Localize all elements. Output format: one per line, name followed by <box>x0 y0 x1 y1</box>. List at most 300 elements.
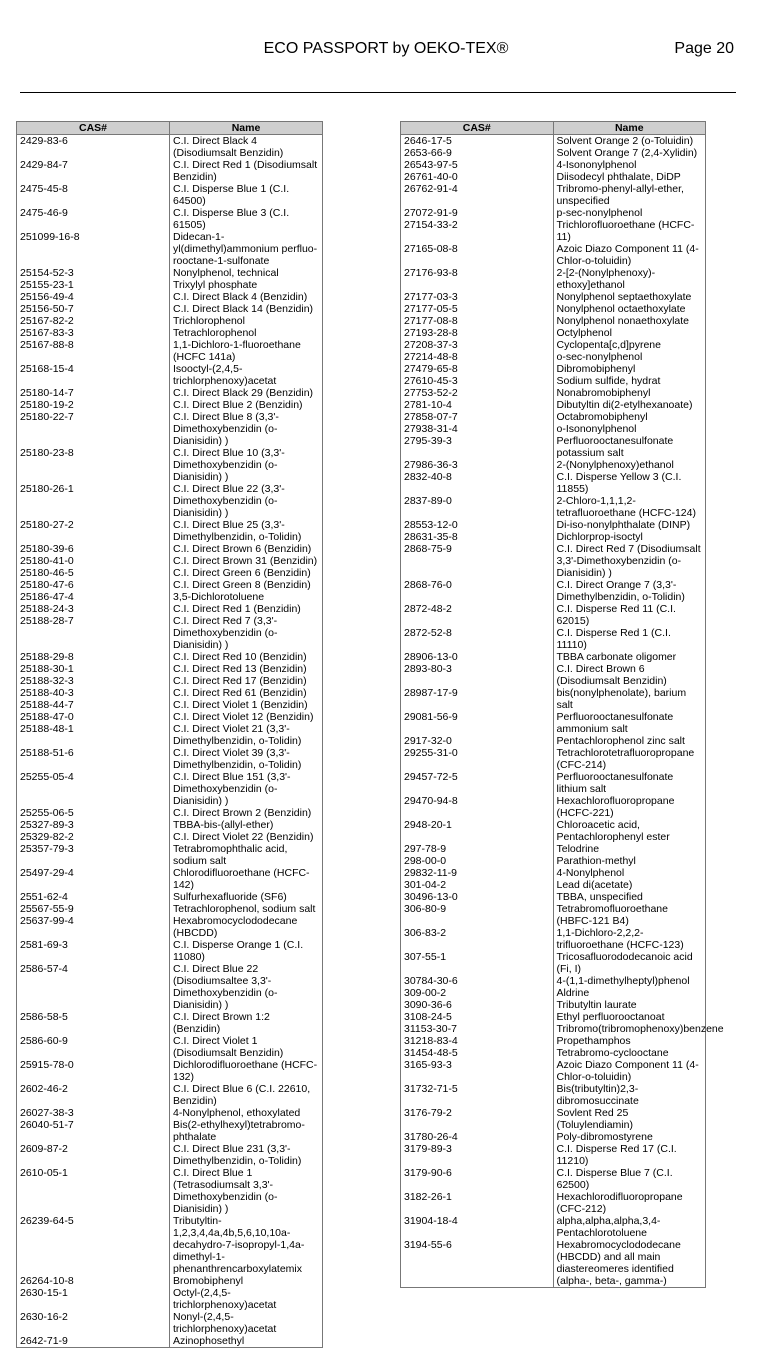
table-row <box>401 339 706 351</box>
substance-name-cell: Bromobiphenyl <box>170 1275 323 1287</box>
substance-name-cell: C.I. Direct Violet 12 (Benzidin) <box>170 711 323 723</box>
cas-number-cell: 25180-27-2 <box>17 519 170 543</box>
table-row <box>401 303 706 315</box>
table-row <box>17 1287 323 1311</box>
substance-name-cell: Lead di(acetate) <box>553 879 706 891</box>
cas-number-cell: 25188-28-7 <box>17 615 170 651</box>
table-row <box>17 723 323 747</box>
substance-name-cell: C.I. Direct Brown 1:2 (Benzidin) <box>170 1011 323 1035</box>
table-row <box>401 327 706 339</box>
cas-number-cell: 25188-47-0 <box>17 711 170 723</box>
cas-number-cell: 27214-48-8 <box>401 351 554 363</box>
cas-number-cell: 25188-48-1 <box>17 723 170 747</box>
table-row <box>17 747 323 771</box>
substance-name-cell: TBBA carbonate oligomer <box>553 651 706 663</box>
table-row <box>17 939 323 963</box>
substance-name-cell: C.I. Disperse Blue 3 (C.I. 61505) <box>170 207 323 231</box>
cas-number-cell: 2475-46-9 <box>17 207 170 231</box>
cas-number-cell: 2653-66-9 <box>401 147 554 159</box>
substance-name-cell: bis(nonylphenolate), barium salt <box>553 687 706 711</box>
table-row <box>401 879 706 891</box>
table-row <box>401 411 706 423</box>
substance-name-cell: Sodium sulfide, hydrat <box>553 375 706 387</box>
substance-name-cell: C.I. Disperse Red 1 (C.I. 11110) <box>553 627 706 651</box>
substance-name-cell: Dichlorodifluoroethane (HCFC-132) <box>170 1059 323 1083</box>
cas-number-cell: 2609-87-2 <box>17 1143 170 1167</box>
cas-number-cell: 27072-91-9 <box>401 207 554 219</box>
table-row <box>17 519 323 543</box>
table-row <box>401 891 706 903</box>
substance-name-cell: Sovlent Red 25 (Toluylendiamin) <box>553 1107 706 1131</box>
cas-number-cell: 2475-45-8 <box>17 183 170 207</box>
table-row <box>401 171 706 183</box>
substance-name-cell: Chloroacetic acid, Pentachlorophenyl ester <box>553 819 706 843</box>
substance-name-cell: C.I. Direct Green 8 (Benzidin) <box>170 579 323 591</box>
substance-name-cell: alpha,alpha,alpha,3,4-Pentachlorotoluene <box>553 1215 706 1239</box>
cas-number-cell: 26027-38-3 <box>17 1107 170 1119</box>
table-row <box>17 1107 323 1119</box>
substance-name-cell: C.I. Direct Red 7 (Disodiumsalt 3,3'-Dimethoxybenzidin (o-Dianisidin) ) <box>553 543 706 579</box>
substance-name-cell: Tetrachlorophenol, sodium salt <box>170 903 323 915</box>
substance-name-cell: Tributyltin laurate <box>553 999 706 1011</box>
cas-number-cell: 3194-55-6 <box>401 1239 554 1288</box>
substance-name-cell: TBBA-bis-(allyl-ether) <box>170 819 323 831</box>
table-row <box>17 567 323 579</box>
cas-number-cell: 25188-44-7 <box>17 699 170 711</box>
cas-number-cell: 25156-49-4 <box>17 291 170 303</box>
substance-name-cell: Pentachlorophenol zinc salt <box>553 735 706 747</box>
substance-name-cell: C.I. Disperse Red 11 (C.I. 62015) <box>553 603 706 627</box>
table-row <box>17 819 323 831</box>
table-row <box>401 315 706 327</box>
substance-name-cell: C.I. Direct Red 10 (Benzidin) <box>170 651 323 663</box>
table-row <box>401 795 706 819</box>
substance-name-cell: C.I. Disperse Blue 7 (C.I. 62500) <box>553 1167 706 1191</box>
substance-name-cell: Sulfurhexafluoride (SF6) <box>170 891 323 903</box>
cas-number-cell: 25329-82-2 <box>17 831 170 843</box>
cas-number-cell: 25180-41-0 <box>17 555 170 567</box>
cas-number-cell: 2832-40-8 <box>401 471 554 495</box>
substance-name-cell: Telodrine <box>553 843 706 855</box>
cas-number-cell: 2429-84-7 <box>17 159 170 183</box>
table-row <box>401 711 706 735</box>
cas-number-cell: 25154-52-3 <box>17 267 170 279</box>
table-row <box>401 519 706 531</box>
cas-number-cell: 307-55-1 <box>401 951 554 975</box>
cas-number-cell: 25255-05-4 <box>17 771 170 807</box>
cas-number-cell: 25180-14-7 <box>17 387 170 399</box>
table-row <box>17 543 323 555</box>
table-row <box>401 351 706 363</box>
table-row <box>17 1059 323 1083</box>
substance-name-cell: o-Isononylphenol <box>553 423 706 435</box>
table-row <box>401 1167 706 1191</box>
cas-number-cell: 29470-94-8 <box>401 795 554 819</box>
substance-name-cell: C.I. Direct Brown 6 (Disodiumsalt Benzidin) <box>553 663 706 687</box>
substance-name-cell: C.I. Direct Red 7 (3,3'-Dimethoxybenzidin (o-Dianisidin) ) <box>170 615 323 651</box>
table-row <box>17 399 323 411</box>
cas-number-cell: 25637-99-4 <box>17 915 170 939</box>
table-row <box>401 651 706 663</box>
table-row <box>17 1011 323 1035</box>
table-row <box>401 819 706 843</box>
substance-name-cell: Solvent Orange 7 (2,4-Xylidin) <box>553 147 706 159</box>
substance-name-cell: C.I. Direct Blue 25 (3,3'-Dimethylbenzidin, o-Tolidin) <box>170 519 323 543</box>
substance-name-cell: Dibutyltin di(2-etylhexanoate) <box>553 399 706 411</box>
column-header-cas: CAS# <box>17 122 170 135</box>
table-row <box>17 1119 323 1143</box>
cas-number-cell: 2581-69-3 <box>17 939 170 963</box>
table-row <box>401 1023 706 1035</box>
cas-number-cell: 2602-46-2 <box>17 1083 170 1107</box>
table-row <box>401 147 706 159</box>
cas-number-cell: 2551-62-4 <box>17 891 170 903</box>
table-row <box>401 495 706 519</box>
cas-number-cell: 306-83-2 <box>401 927 554 951</box>
table-row <box>17 267 323 279</box>
table-row <box>401 291 706 303</box>
cas-number-cell: 2781-10-4 <box>401 399 554 411</box>
substance-name-cell: C.I. Direct Brown 6 (Benzidin) <box>170 543 323 555</box>
table-row <box>401 987 706 999</box>
cas-number-cell: 29081-56-9 <box>401 711 554 735</box>
cas-number-cell: 25357-79-3 <box>17 843 170 867</box>
substance-name-cell: Nonylphenol nonaethoxylate <box>553 315 706 327</box>
cas-number-cell: 27177-08-8 <box>401 315 554 327</box>
cas-number-cell: 2586-57-4 <box>17 963 170 1011</box>
substance-name-cell: C.I. Direct Black 4 (Benzidin) <box>170 291 323 303</box>
table-row <box>17 363 323 387</box>
substance-name-cell: Di-iso-nonylphthalate (DINP) <box>553 519 706 531</box>
substance-name-cell: Nonylphenol octaethoxylate <box>553 303 706 315</box>
table-row <box>17 387 323 399</box>
substance-name-cell: C.I. Direct Violet 1 (Disodiumsalt Benzidin) <box>170 1035 323 1059</box>
cas-number-cell: 30496-13-0 <box>401 891 554 903</box>
substance-name-cell: Dibromobiphenyl <box>553 363 706 375</box>
table-row <box>17 411 323 447</box>
cas-number-cell: 25180-39-6 <box>17 543 170 555</box>
substance-name-cell: C.I. Disperse Red 17 (C.I. 11210) <box>553 1143 706 1167</box>
substance-name-cell: Isooctyl-(2,4,5-trichlorphenoxy)acetat <box>170 363 323 387</box>
table-row <box>17 963 323 1011</box>
substance-name-cell: Cyclopenta[c,d]pyrene <box>553 339 706 351</box>
table-row <box>17 483 323 519</box>
substance-name-cell: C.I. Direct Blue 2 (Benzidin) <box>170 399 323 411</box>
cas-number-cell: 27753-52-2 <box>401 387 554 399</box>
cas-number-cell: 31780-26-4 <box>401 1131 554 1143</box>
column-header-cas: CAS# <box>401 122 554 135</box>
header-divider <box>20 92 736 93</box>
cas-number-cell: 2610-05-1 <box>17 1167 170 1215</box>
substance-name-cell: C.I. Disperse Blue 1 (C.I. 64500) <box>170 183 323 207</box>
table-header-row <box>17 122 323 135</box>
table-row <box>17 867 323 891</box>
substance-name-cell: Azoic Diazo Component 11 (4-Chlor-o-toluidin) <box>553 243 706 267</box>
substance-name-cell: Nonylphenol, technical <box>170 267 323 279</box>
table-row <box>17 591 323 603</box>
substance-name-cell: Ethyl perfluorooctanoat <box>553 1011 706 1023</box>
cas-number-cell: 2872-52-8 <box>401 627 554 651</box>
table-row <box>17 1083 323 1107</box>
cas-number-cell: 301-04-2 <box>401 879 554 891</box>
cas-number-cell: 31454-48-5 <box>401 1047 554 1059</box>
substance-name-cell: C.I. Disperse Yellow 3 (C.I. 11855) <box>553 471 706 495</box>
substance-name-cell: 2-Chloro-1,1,1,2-tetrafluoroethane (HCFC-124) <box>553 495 706 519</box>
cas-number-cell: 25255-06-5 <box>17 807 170 819</box>
substance-name-cell: Tetrabromophthalic acid, sodium salt <box>170 843 323 867</box>
cas-number-cell: 31218-83-4 <box>401 1035 554 1047</box>
table-row <box>401 135 706 148</box>
cas-number-cell: 25180-23-8 <box>17 447 170 483</box>
cas-number-cell: 26264-10-8 <box>17 1275 170 1287</box>
substance-name-cell: C.I. Direct Red 17 (Benzidin) <box>170 675 323 687</box>
substance-name-cell: C.I. Direct Black 14 (Benzidin) <box>170 303 323 315</box>
substance-name-cell: p-sec-nonylphenol <box>553 207 706 219</box>
cas-number-cell: 25180-46-5 <box>17 567 170 579</box>
substance-name-cell: C.I. Direct Blue 8 (3,3'-Dimethoxybenzidin (o-Dianisidin) ) <box>170 411 323 447</box>
table-row <box>401 183 706 207</box>
table-row <box>17 291 323 303</box>
cas-number-cell: 309-00-2 <box>401 987 554 999</box>
substance-name-cell: 3,5-Dichlorotoluene <box>170 591 323 603</box>
substance-name-cell: C.I. Direct Brown 31 (Benzidin) <box>170 555 323 567</box>
cas-number-cell: 25567-55-9 <box>17 903 170 915</box>
substance-name-cell: Azoic Diazo Component 11 (4-Chlor-o-toluidin) <box>553 1059 706 1083</box>
substance-name-cell: Hexachlorodifluoropropane (CFC-212) <box>553 1191 706 1215</box>
page-number: Page 20 <box>674 40 734 57</box>
table-row <box>401 855 706 867</box>
substance-name-cell: Octabromobiphenyl <box>553 411 706 423</box>
table-row <box>401 1059 706 1083</box>
substance-name-cell: Tributyltin-1,2,3,4,4a,4b,5,6,10,10a-decahydro-7-isopropyl-1,4a-dimethyl-1-phenanthrencarboxylatemix <box>170 1215 323 1275</box>
table-row <box>17 711 323 723</box>
cas-number-cell: 25168-15-4 <box>17 363 170 387</box>
cas-number-cell: 2429-83-6 <box>17 135 170 160</box>
table-row <box>401 1191 706 1215</box>
table-row <box>17 183 323 207</box>
table-row <box>401 423 706 435</box>
substance-name-cell: C.I. Direct Violet 39 (3,3'-Dimethylbenzidin, o-Tolidin) <box>170 747 323 771</box>
cas-number-cell: 26543-97-5 <box>401 159 554 171</box>
cas-number-cell: 27986-36-3 <box>401 459 554 471</box>
table-row <box>401 663 706 687</box>
table-row <box>17 279 323 291</box>
substance-name-cell: C.I. Direct Black 4 (Disodiumsalt Benzidin) <box>170 135 323 160</box>
substance-name-cell: Tricosafluorododecanoic acid (Fi, I) <box>553 951 706 975</box>
cas-number-cell: 3176-79-2 <box>401 1107 554 1131</box>
table-row <box>17 603 323 615</box>
cas-number-cell: 2630-15-1 <box>17 1287 170 1311</box>
substance-name-cell: Octylphenol <box>553 327 706 339</box>
substance-name-cell: Poly-dibromostyrene <box>553 1131 706 1143</box>
table-row <box>401 1011 706 1023</box>
substance-name-cell: C.I. Direct Green 6 (Benzidin) <box>170 567 323 579</box>
document-title: ECO PASSPORT by OEKO-TEX® <box>263 40 509 57</box>
table-row <box>17 447 323 483</box>
substance-name-cell: C.I. Disperse Orange 1 (C.I. 11080) <box>170 939 323 963</box>
table-row <box>401 735 706 747</box>
cas-number-cell: 25180-26-1 <box>17 483 170 519</box>
cas-number-cell: 25167-82-2 <box>17 315 170 327</box>
table-row <box>17 1275 323 1287</box>
table-row <box>17 315 323 327</box>
table-row <box>401 459 706 471</box>
substance-name-cell: C.I. Direct Blue 6 (C.I. 22610, Benzidin) <box>170 1083 323 1107</box>
cas-number-cell: 27938-31-4 <box>401 423 554 435</box>
substance-name-cell: C.I. Direct Red 13 (Benzidin) <box>170 663 323 675</box>
cas-number-cell: 27165-08-8 <box>401 243 554 267</box>
cas-number-cell: 30784-30-6 <box>401 975 554 987</box>
substance-name-cell: C.I. Direct Blue 22 (Disodiumsaltee 3,3'-Dimethoxybenzidin (o-Dianisidin) ) <box>170 963 323 1011</box>
substance-name-cell: Hexabromocyclododecane (HBCDD) and all main diastereomeres identified (alpha-, beta-, gamma-) <box>553 1239 706 1288</box>
table-row <box>17 1035 323 1059</box>
table-row <box>401 375 706 387</box>
substance-name-cell: 2-(Nonylphenoxy)ethanol <box>553 459 706 471</box>
cas-number-cell: 27479-65-8 <box>401 363 554 375</box>
cas-number-cell: 31904-18-4 <box>401 1215 554 1239</box>
cas-number-cell: 25167-88-8 <box>17 339 170 363</box>
substance-name-cell: Aldrine <box>553 987 706 999</box>
table-row <box>401 867 706 879</box>
table-row <box>17 771 323 807</box>
substance-name-cell: 2-[2-(Nonylphenoxy)-ethoxy]ethanol <box>553 267 706 291</box>
table-row <box>17 831 323 843</box>
substance-name-cell: Propethamphos <box>553 1035 706 1047</box>
substance-name-cell: Tetrachlorotetrafluoropropane (CFC-214) <box>553 747 706 771</box>
cas-number-cell: 3165-93-3 <box>401 1059 554 1083</box>
substance-name-cell: C.I. Direct Violet 22 (Benzidin) <box>170 831 323 843</box>
substance-name-cell: Tetrabromofluoroethane (HBFC-121 B4) <box>553 903 706 927</box>
table-row <box>17 615 323 651</box>
table-row <box>17 207 323 231</box>
substance-name-cell: C.I. Direct Blue 231 (3,3'-Dimethylbenzidin, o-Tolidin) <box>170 1143 323 1167</box>
table-row <box>401 627 706 651</box>
substance-name-cell: Tetrachlorophenol <box>170 327 323 339</box>
table-row <box>17 1143 323 1167</box>
table-row <box>401 1215 706 1239</box>
cas-number-cell: 28631-35-8 <box>401 531 554 543</box>
cas-number-cell: 25497-29-4 <box>17 867 170 891</box>
table-row <box>401 543 706 579</box>
substance-name-cell: C.I. Direct Blue 1 (Tetrasodiumsalt 3,3'-Dimethoxybenzidin (o-Dianisidin) ) <box>170 1167 323 1215</box>
table-row <box>17 687 323 699</box>
table-row <box>401 687 706 711</box>
cas-number-cell: 25915-78-0 <box>17 1059 170 1083</box>
cas-number-cell: 29255-31-0 <box>401 747 554 771</box>
column-header-name: Name <box>170 122 323 135</box>
table-row <box>17 699 323 711</box>
cas-number-cell: 2948-20-1 <box>401 819 554 843</box>
substance-name-cell: Perfluorooctanesulfonate potassium salt <box>553 435 706 459</box>
table-row <box>401 1035 706 1047</box>
cas-number-cell: 2872-48-2 <box>401 603 554 627</box>
cas-number-cell: 28553-12-0 <box>401 519 554 531</box>
table-row <box>17 579 323 591</box>
table-row <box>17 915 323 939</box>
table-row <box>17 1311 323 1335</box>
cas-number-cell: 25155-23-1 <box>17 279 170 291</box>
substance-table-right <box>400 121 724 1288</box>
cas-number-cell: 2646-17-5 <box>401 135 554 148</box>
substance-name-cell: Chlorodifluoroethane (HCFC-142) <box>170 867 323 891</box>
table-row <box>17 1215 323 1275</box>
table-row <box>17 663 323 675</box>
substance-name-cell: Trichlorophenol <box>170 315 323 327</box>
substance-name-cell: C.I. Direct Orange 7 (3,3'-Dimethylbenzidin, o-Tolidin) <box>553 579 706 603</box>
table-row <box>401 1047 706 1059</box>
substance-name-cell: C.I. Direct Red 1 (Benzidin) <box>170 603 323 615</box>
table-row <box>401 1107 706 1131</box>
cas-number-cell: 25180-19-2 <box>17 399 170 411</box>
cas-number-cell: 25188-29-8 <box>17 651 170 663</box>
table-row <box>401 219 706 243</box>
cas-number-cell: 25188-40-3 <box>17 687 170 699</box>
substance-name-cell: Didecan-1-yl(dimethyl)ammonium perfluo-rooctane-1-sulfonate <box>170 231 323 267</box>
substance-name-cell: C.I. Direct Violet 1 (Benzidin) <box>170 699 323 711</box>
table-row <box>17 231 323 267</box>
table-row <box>401 531 706 543</box>
table-row <box>401 435 706 459</box>
substance-name-cell: Solvent Orange 2 (o-Toluidin) <box>553 135 706 148</box>
cas-number-cell: 27154-33-2 <box>401 219 554 243</box>
substance-table-left <box>16 121 323 1348</box>
substance-name-cell: C.I. Direct Violet 21 (3,3'-Dimethylbenzidin, o-Tolidin) <box>170 723 323 747</box>
cas-number-cell: 2868-75-9 <box>401 543 554 579</box>
table-row <box>401 843 706 855</box>
cas-number-cell: 25180-47-6 <box>17 579 170 591</box>
cas-number-cell: 29457-72-5 <box>401 771 554 795</box>
table-row <box>17 891 323 903</box>
table-row <box>401 471 706 495</box>
substance-name-cell: C.I. Direct Blue 22 (3,3'-Dimethoxybenzidin (o-Dianisidin) ) <box>170 483 323 519</box>
cas-number-cell: 27208-37-3 <box>401 339 554 351</box>
cas-number-cell: 25188-24-3 <box>17 603 170 615</box>
column-header-name: Name <box>553 122 706 135</box>
cas-number-cell: 26040-51-7 <box>17 1119 170 1143</box>
cas-number-cell: 3108-24-5 <box>401 1011 554 1023</box>
cas-number-cell: 25156-50-7 <box>17 303 170 315</box>
table-row <box>401 363 706 375</box>
substance-name-cell: Octyl-(2,4,5-trichlorphenoxy)acetat <box>170 1287 323 1311</box>
cas-number-cell: 251099-16-8 <box>17 231 170 267</box>
cas-number-cell: 27858-07-7 <box>401 411 554 423</box>
table-row <box>401 399 706 411</box>
cas-number-cell: 25327-89-3 <box>17 819 170 831</box>
table-row <box>401 579 706 603</box>
cas-number-cell: 306-80-9 <box>401 903 554 927</box>
table-row <box>401 159 706 171</box>
substance-name-cell: 4-Nonylphenol, ethoxylated <box>170 1107 323 1119</box>
table-row <box>401 747 706 771</box>
substance-name-cell: Parathion-methyl <box>553 855 706 867</box>
substance-name-cell: Nonyl-(2,4,5-trichlorphenoxy)acetat <box>170 1311 323 1335</box>
table-row <box>17 1167 323 1215</box>
cas-number-cell: 2917-32-0 <box>401 735 554 747</box>
cas-number-cell: 27610-45-3 <box>401 375 554 387</box>
substance-name-cell: 1,1-Dichloro-1-fluoroethane (HCFC 141a) <box>170 339 323 363</box>
substance-name-cell: Tribromo-phenyl-allyl-ether, unspecified <box>553 183 706 207</box>
substance-name-cell: C.I. Direct Red 61 (Benzidin) <box>170 687 323 699</box>
table-row <box>17 1335 323 1348</box>
table-row <box>401 207 706 219</box>
cas-number-cell: 297-78-9 <box>401 843 554 855</box>
cas-number-cell: 2893-80-3 <box>401 663 554 687</box>
substance-name-cell: Nonabromobiphenyl <box>553 387 706 399</box>
substance-name-cell: 1,1-Dichloro-2,2,2-trifluoroethane (HCFC-123) <box>553 927 706 951</box>
cas-number-cell: 25188-32-3 <box>17 675 170 687</box>
cas-number-cell: 26762-91-4 <box>401 183 554 207</box>
cas-number-cell: 2586-60-9 <box>17 1035 170 1059</box>
